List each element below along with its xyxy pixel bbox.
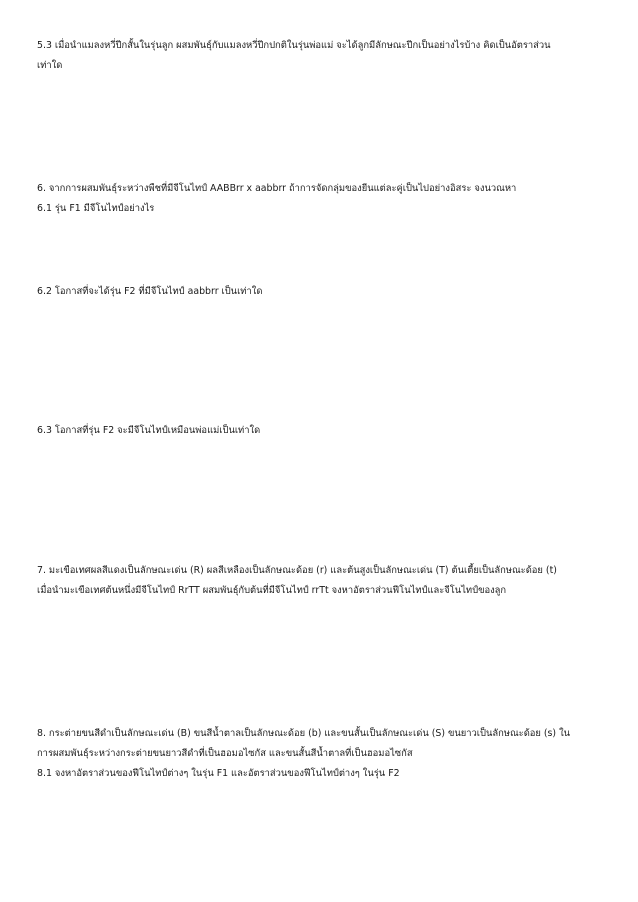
question-line: 7. มะเขือเทศผลสีแดงเป็นลักษณะเด่น (R) ผลสีเหลืองเป็นลักษณะด้อย (r) และต้นสูงเป็นลักษณะเด่น (T) ต้นเตี้ยเป็นลักษณะด้อย (t) bbox=[37, 565, 557, 576]
question-line: 6.3 โอกาสที่รุ่น F2 จะมีจีโนไทป์เหมือนพ่อแม่เป็นเท่าใด bbox=[37, 425, 261, 436]
question-line: 6.1 รุ่น F1 มีจีโนไทป์อย่างไร bbox=[37, 203, 155, 214]
question-line: 8.1 จงหาอัตราส่วนของฟีโนไทป์ต่างๆ ในรุ่น F1 และอัตราส่วนของฟีโนไทป์ต่างๆ ในรุ่น F2 bbox=[37, 768, 400, 779]
question-7 bbox=[37, 561, 603, 601]
question-line: 6. จากการผสมพันธุ์ระหว่างพืชที่มีจีโนไทป์ AABBrr x aabbrr ถ้าการจัดกลุ่มของยีนแต่ละคู่เป็นไปอย่างอิสระ จงนวณหา bbox=[37, 183, 517, 194]
question-5-3 bbox=[37, 36, 603, 76]
question-6-2 bbox=[37, 282, 603, 302]
question-6 bbox=[37, 179, 603, 219]
question-8 bbox=[37, 724, 603, 784]
question-line: เมื่อนำมะเขือเทศต้นหนึ่งมีจีโนไทป์ RrTT ผสมพันธุ์กับต้นที่มีจีโนไทป์ rrTt จงหาอัตราส่วนฟีโนไทป์และจีโนไทป์ของลูก bbox=[37, 585, 507, 596]
question-line: การผสมพันธุ์ระหว่างกระต่ายขนยาวสีดำที่เป็นฮอมอไซกัส และขนสั้นสีน้ำตาลที่เป็นฮอมอไซกัส bbox=[37, 748, 413, 759]
question-line: 6.2 โอกาสที่จะได้รุ่น F2 ที่มีจีโนไทป์ aabbrr เป็นเท่าใด bbox=[37, 286, 263, 297]
question-line: 8. กระต่ายขนสีดำเป็นลักษณะเด่น (B) ขนสีน้ำตาลเป็นลักษณะด้อย (b) และขนสั้นเป็นลักษณะเด่น (S) ขนยาวเป็นลักษณะด้อย (s) ใน bbox=[37, 728, 571, 739]
question-6-3 bbox=[37, 421, 603, 441]
question-line: เท่าใด bbox=[37, 60, 63, 71]
question-line: 5.3 เมื่อนำแมลงหวี่ปีกสั้นในรุ่นลูก ผสมพันธุ์กับแมลงหวี่ปีกปกติในรุ่นพ่อแม่ จะได้ลูกมีลักษณะปีกเป็นอย่างไรบ้าง คิดเป็นอัตราส่วน bbox=[37, 40, 551, 51]
